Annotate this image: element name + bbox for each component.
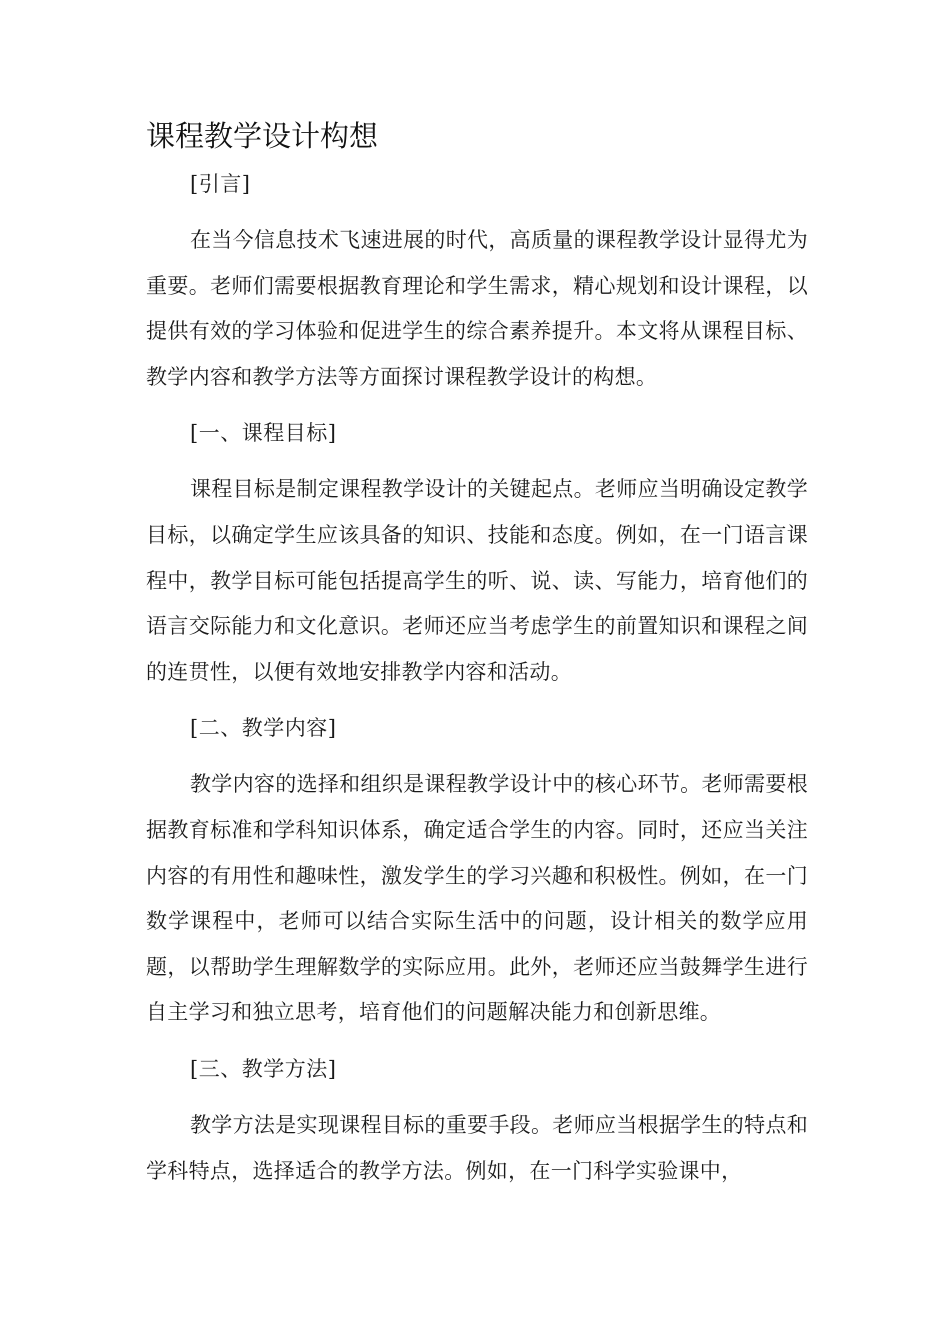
page-title: 课程教学设计构想 — [146, 119, 379, 153]
section-course-goals — [146, 411, 808, 695]
document-body — [146, 162, 808, 1205]
section-teaching-content — [146, 706, 808, 1036]
section-heading: [二、教学内容] — [190, 716, 337, 741]
section-heading: [一、课程目标] — [190, 421, 337, 446]
section-paragraph: 教学方法是实现课程目标的重要手段。老师应当根据学生的特点和学科特点，选择适合的教学方法。例如，在一门科学实验课中， — [146, 1112, 808, 1183]
section-heading: [引言] — [190, 172, 251, 196]
section-introduction — [146, 162, 808, 400]
section-teaching-methods — [146, 1047, 808, 1194]
section-paragraph: 课程目标是制定课程教学设计的关键起点。老师应当明确设定教学目标，以确定学生应该具备的知识、技能和态度。例如，在一门语言课程中，教学目标可能包括提高学生的听、说、读、写能力，培育他们的语言交际能力和文化意识。老师还应当考虑学生的前置知识和课程之间的连贯性，以便有效地安排教学内容和活动。 — [146, 477, 808, 684]
section-paragraph: 在当今信息技术飞速进展的时代，高质量的课程教学设计显得尤为重要。老师们需要根据教育理论和学生需求，精心规划和设计课程，以提供有效的学习体验和促进学生的综合素养提升。本文将从课程目标、教学内容和教学方法等方面探讨课程教学设计的构想。 — [146, 228, 808, 389]
section-heading: [三、教学方法] — [190, 1056, 337, 1081]
section-paragraph: 教学内容的选择和组织是课程教学设计中的核心环节。老师需要根据教育标准和学科知识体系，确定适合学生的内容。同时，还应当关注内容的有用性和趣味性，激发学生的学习兴趣和积极性。例如，在一门数学课程中，老师可以结合实际生活中的问题，设计相关的数学应用题，以帮助学生理解数学的实际应用。此外，老师还应当鼓舞学生进行自主学习和独立思考，培育他们的问题解决能力和创新思维。 — [146, 772, 808, 1025]
